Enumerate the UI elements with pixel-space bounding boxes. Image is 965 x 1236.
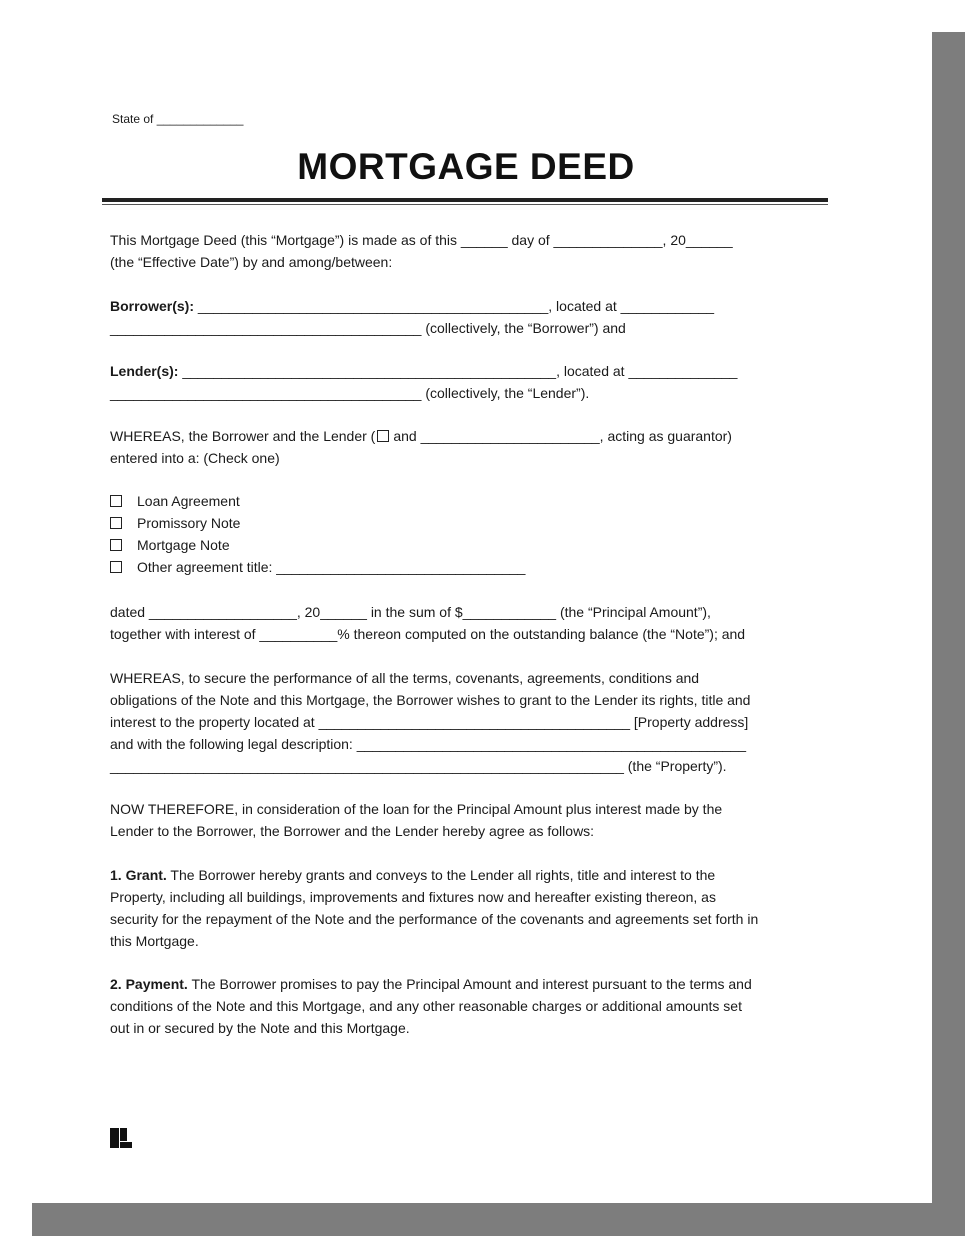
grant-line-1 [110,864,822,886]
whereas-parties-line-2: entered into a: (Check one) [110,450,280,466]
lender-label: Lender(s): [110,363,179,379]
section-grant [110,864,822,952]
page-shadow-bottom [32,1203,965,1236]
dated-paragraph [110,601,822,645]
borrower-label: Borrower(s): [110,298,195,314]
title-rule-thick [102,198,828,202]
grant-line-2: Property, including all buildings, improvements and fixtures now and hereafter existing thereon, as [110,889,716,905]
now-therefore-paragraph [110,798,822,842]
grant-line-3: security for the repayment of the Note and the performance of the covenants and agreements set forth in [110,911,759,927]
checkbox-other-agreement[interactable] [110,561,122,573]
whereas-parties-line-1a: WHEREAS, the Borrower and the Lender ( [110,428,376,444]
grant-line-4: this Mortgage. [110,933,199,949]
lender-line-1 [110,360,822,382]
borrower-line-2: ________________________________________ (collectively, the “Borrower”) and [110,320,626,336]
whereas-parties-line-1b: and _______________________, acting as guarantor) [393,428,732,444]
lender-line-1-rest: ________________________________________________, located at ______________ [178,363,738,379]
whereas-parties-line-1 [110,425,822,447]
intro-line-1: This Mortgage Deed (this “Mortgage”) is made as of this ______ day of ______________, 20______ [110,232,733,248]
option-label: Other agreement title: ________________________________ [137,559,526,575]
whereas-security-line-3: interest to the property located at ________________________________________ [Property address] [110,714,749,730]
now-therefore-line-2: Lender to the Borrower, the Borrower and the Lender hereby agree as follows: [110,823,595,839]
payment-heading: 2. Payment. [110,976,188,992]
option-label: Loan Agreement [137,493,240,509]
agreement-option-promissory[interactable] [110,512,525,534]
dated-line-2: together with interest of __________% thereon computed on the outstanding balance (the “Note”); and [110,626,746,642]
payment-line-2: conditions of the Note and this Mortgage, and any other reasonable charges or additional amounts set [110,998,742,1014]
grant-line-1-rest: The Borrower hereby grants and conveys to the Lender all rights, title and interest to the [166,867,716,883]
grant-heading: 1. Grant. [110,867,167,883]
intro-line-2: (the “Effective Date”) by and among/between: [110,254,393,270]
now-therefore-line-1: NOW THEREFORE, in consideration of the loan for the Principal Amount plus interest made by the [110,801,723,817]
lender-paragraph [110,360,822,404]
whereas-security-line-5: __________________________________________________________________ (the “Property”). [110,758,727,774]
lender-line-2: ________________________________________ (collectively, the “Lender”). [110,385,590,401]
borrower-line-1-rest: _____________________________________________, located at ____________ [194,298,715,314]
checkbox-promissory-note[interactable] [110,517,122,529]
borrower-paragraph [110,295,822,339]
page-shadow-right [932,32,965,1236]
whereas-parties-paragraph [110,425,822,469]
agreement-option-mortgage-note[interactable] [110,534,525,556]
payment-line-1-rest: The Borrower promises to pay the Principal Amount and interest pursuant to the terms and [187,976,752,992]
guarantor-checkbox[interactable] [377,430,389,442]
document-title: MORTGAGE DEED [297,146,635,187]
intro-paragraph [110,229,822,273]
whereas-security-paragraph [110,667,822,777]
checkbox-loan-agreement[interactable] [110,495,122,507]
payment-line-1 [110,973,822,995]
whereas-security-line-1: WHEREAS, to secure the performance of all the terms, covenants, agreements, conditions and [110,670,700,686]
option-label: Mortgage Note [137,537,230,553]
whereas-security-line-2: obligations of the Note and this Mortgage, the Borrower wishes to grant to the Lender its rights, title and [110,692,751,708]
dated-line-1: dated ___________________, 20______ in the sum of $____________ (the “Principal Amount”), [110,604,711,620]
agreement-option-other[interactable] [110,556,525,578]
borrower-line-1 [110,295,822,317]
whereas-security-line-4: and with the following legal description: __________________________________________________ [110,736,747,752]
section-payment [110,973,822,1039]
agreement-option-loan[interactable] [110,490,525,512]
state-field: State of _____________ [112,112,244,126]
agreement-type-checklist [110,490,525,578]
title-rule-thin [102,204,828,205]
option-label: Promissory Note [137,515,241,531]
brand-logo-icon [110,1128,132,1148]
payment-line-3: out in or secured by the Note and this Mortgage. [110,1020,410,1036]
checkbox-mortgage-note[interactable] [110,539,122,551]
